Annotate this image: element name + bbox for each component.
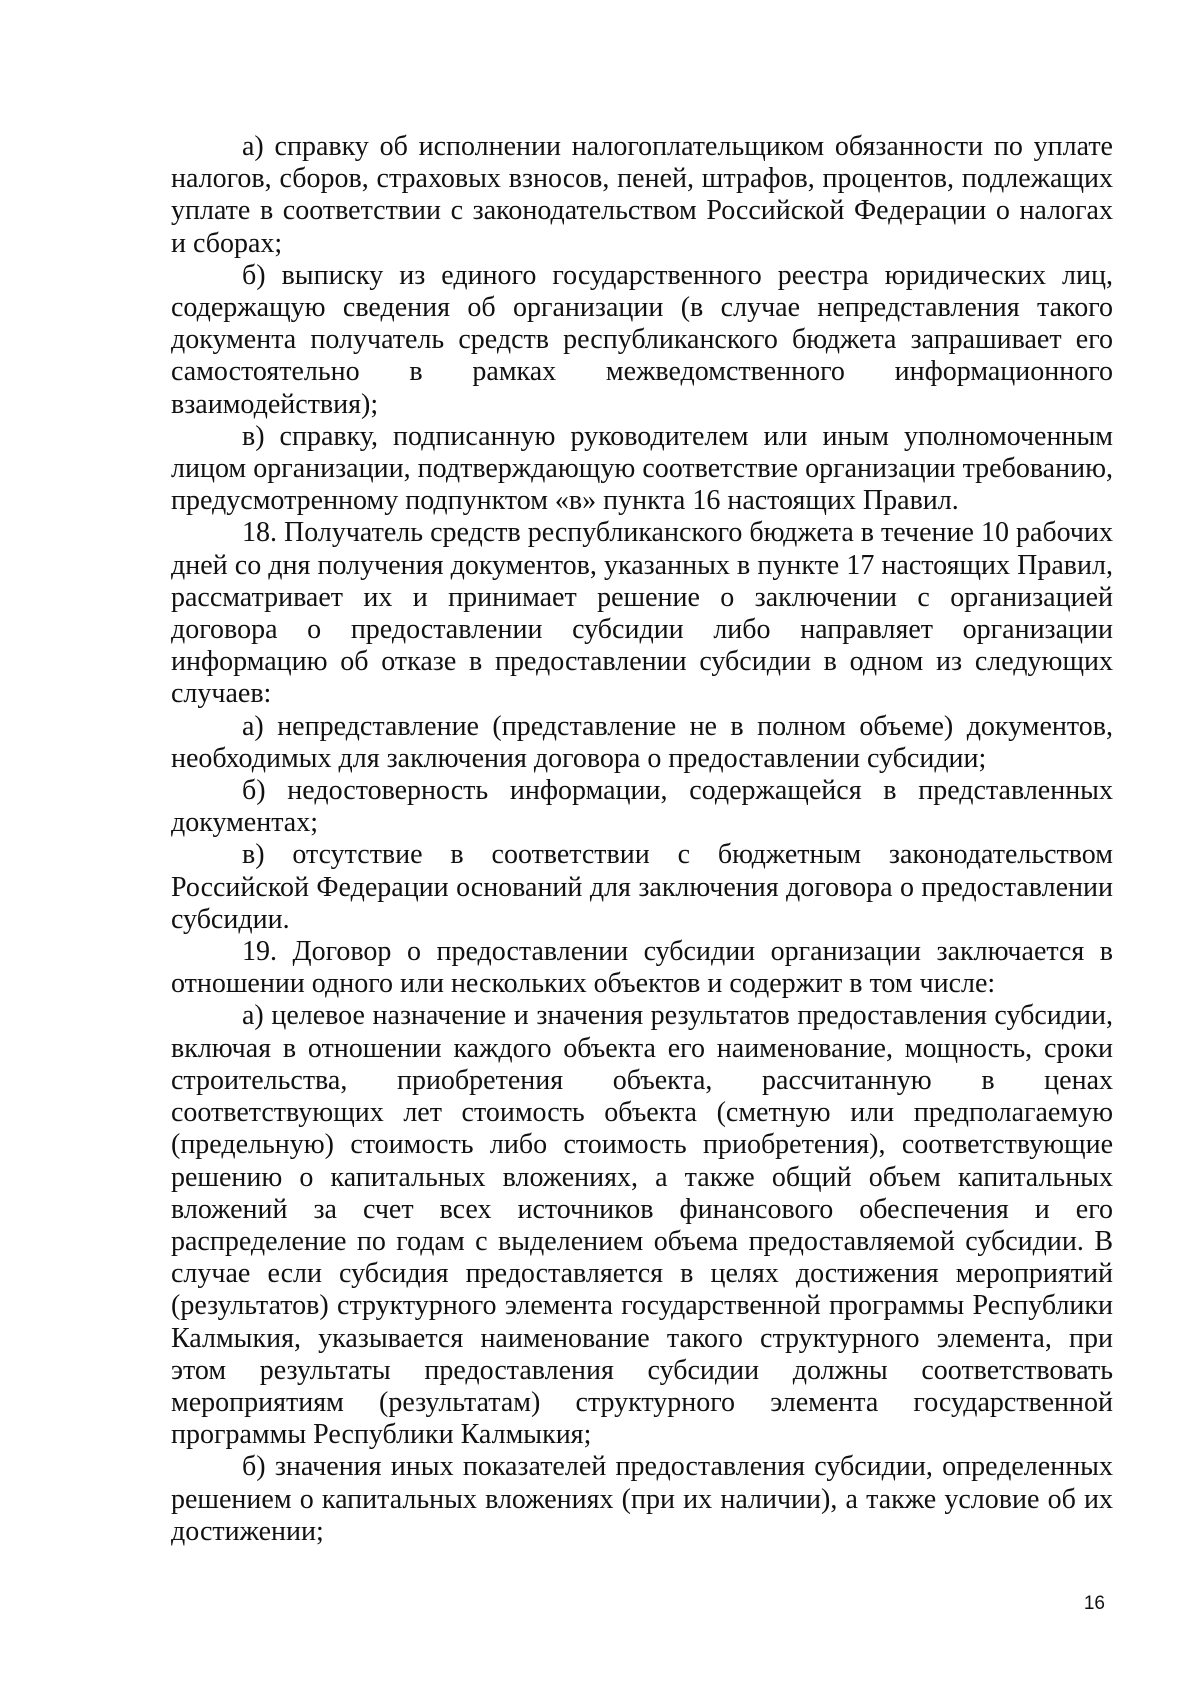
paragraph-1-a-tax-certificate: а) справку об исполнении налогоплательщиком обязанности по уплате налогов, сборов, страховых взносов, пеней, штрафов, процентов, подлежащих уплате в соответствии с законодательством Российской Федерации о налогах и сборах; — [171, 131, 1113, 259]
paragraph-1-v-compliance-certificate: в) справку, подписанную руководителем или иным уполномоченным лицом организации, подтверждающую соответствие организации требованию, предусмотренному подпунктом «в» пункта 16 настоящих Правил. — [171, 420, 1113, 517]
paragraph-18: 18. Получатель средств республиканского бюджета в течение 10 рабочих дней со дня получения документов, указанных в пункте 17 настоящих Правил, рассматривает их и принимает решение о заключении с организацией договора о предоставлении субсидии либо направляет организации информацию об отказе в предоставлении субсидии в одном из следующих случаев: — [171, 517, 1113, 710]
paragraph-1-b-registry-extract: б) выписку из единого государственного реестра юридических лиц, содержащую сведения об организации (в случае непредставления такого документа получатель средств республиканского бюджета запрашивает его самостоятельно в рамках межведомственного информационного взаимодействия); — [171, 259, 1113, 420]
paragraph-19-b: б) значения иных показателей предоставления субсидии, определенных решением о капитальных вложениях (при их наличии), а также условие об их достижении; — [171, 1451, 1113, 1547]
paragraph-18-v: в) отсутствие в соответствии с бюджетным законодательством Российской Федерации оснований для заключения договора о предоставлении субсидии. — [171, 839, 1113, 935]
paragraph-19: 19. Договор о предоставлении субсидии организации заключается в отношении одного или нескольких объектов и содержит в том числе: — [171, 936, 1113, 1000]
paragraph-18-a: а) непредставление (представление не в полном объеме) документов, необходимых для заключения договора о предоставлении субсидии; — [171, 710, 1113, 774]
paragraph-18-b: б) недостоверность информации, содержащейся в представленных документах; — [171, 775, 1113, 839]
paragraph-19-a: а) целевое назначение и значения результатов предоставления субсидии, включая в отношении каждого объекта его наименование, мощность, сроки строительства, приобретения объекта, рассчитанную в ценах соответствующих лет стоимость объекта (сметную или предполагаемую (предельную) стоимость либо стоимость приобретения), соответствующие решению о капитальных вложениях, а также общий объем капитальных вложений за счет всех источников финансового обеспечения и его распределение по годам с выделением объема предоставляемой субсидии. В случае если субсидия предоставляется в целях достижения мероприятий (результатов) структурного элемента государственной программы Республики Калмыкия, указывается наименование такого структурного элемента, при этом результаты предоставления субсидии должны соответствовать мероприятиям (результатам) структурного элемента государственной программы Республики Калмыкия; — [171, 1000, 1113, 1451]
document-body — [171, 131, 1113, 1548]
page-number: 16 — [1083, 1593, 1105, 1614]
